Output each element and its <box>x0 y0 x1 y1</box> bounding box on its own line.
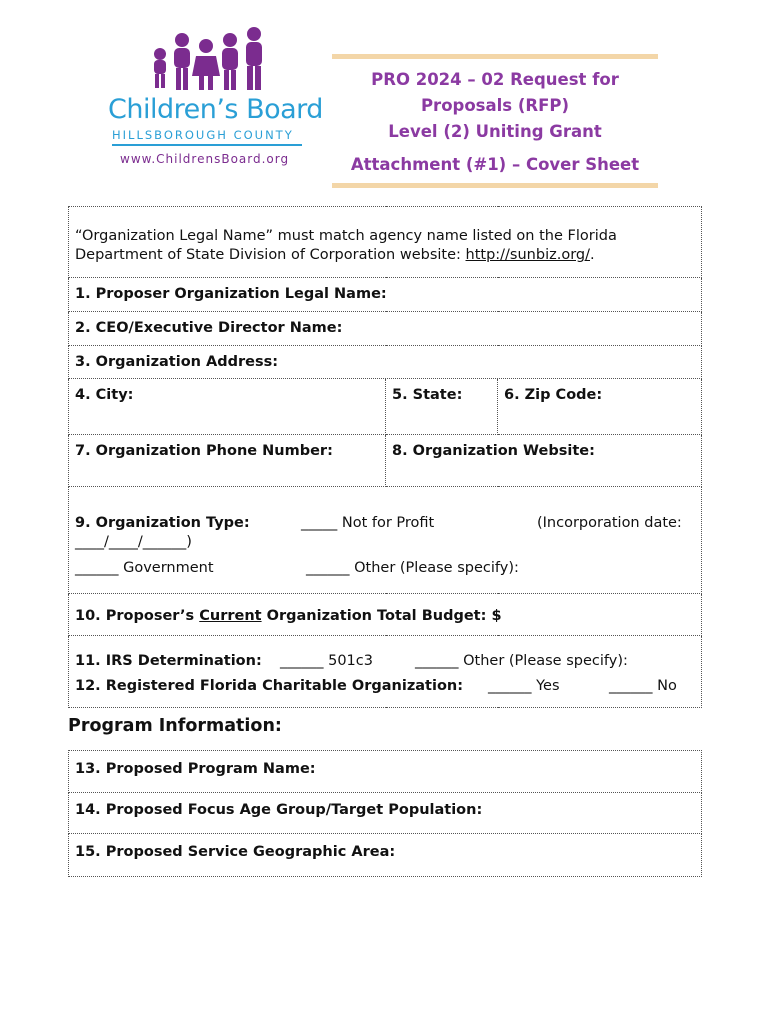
program-information-heading: Program Information: <box>68 716 282 736</box>
field-total-budget[interactable]: 10. Proposer’s Current Organization Total Budget: $ <box>69 594 702 636</box>
field-target-population[interactable]: 14. Proposed Focus Age Group/Target Population: <box>69 793 702 834</box>
charitable-yes-option[interactable]: ______ Yes <box>488 678 560 694</box>
childrens-board-logo <box>108 22 323 172</box>
incorporation-date-field[interactable]: ____/____/______) <box>75 534 192 550</box>
field-ceo-name[interactable]: 2. CEO/Executive Director Name: <box>69 312 702 346</box>
brand-name: Children’s Board <box>108 94 323 125</box>
irs-501c3-option[interactable]: ______ 501c3 <box>280 653 373 669</box>
children-figures-icon <box>146 26 276 92</box>
irs-other-option[interactable]: ______ Other (Please specify): <box>415 653 628 669</box>
title-line-1: PRO 2024 – 02 Request for <box>371 70 619 89</box>
brand-url: www.ChildrensBoard.org <box>120 152 290 166</box>
field-program-name[interactable]: 13. Proposed Program Name: <box>69 751 702 793</box>
incorporation-date-label: (Incorporation date: <box>537 515 682 531</box>
field-state[interactable]: 5. State: <box>386 379 498 435</box>
field-phone[interactable]: 7. Organization Phone Number: <box>69 435 386 487</box>
brand-divider <box>112 144 302 146</box>
field-address[interactable]: 3. Organization Address: <box>69 346 702 379</box>
title-line-3: Level (2) Uniting Grant <box>388 122 602 141</box>
sunbiz-link[interactable]: http://sunbiz.org/ <box>465 247 590 263</box>
legal-name-note: “Organization Legal Name” must match agency name listed on the Florida Department of State Division of Corporation website: http://sunbiz.org/. <box>69 207 702 278</box>
charitable-no-option[interactable]: ______ No <box>609 678 677 694</box>
org-type-label: 9. Organization Type: <box>75 515 250 531</box>
cover-sheet-form <box>68 206 702 708</box>
field-irs-charitable <box>69 636 702 708</box>
program-info-form <box>68 750 702 877</box>
irs-determination-label: 11. IRS Determination: <box>75 653 262 669</box>
charitable-org-label: 12. Registered Florida Charitable Organization: <box>75 678 464 694</box>
title-line-2: Proposals (RFP) <box>420 96 570 115</box>
org-type-nfp-option[interactable]: _____ Not for Profit <box>301 515 435 531</box>
title-block <box>332 54 658 188</box>
field-org-type <box>69 487 702 594</box>
title-line-4: Attachment (#1) – Cover Sheet <box>350 155 640 174</box>
org-type-government-option[interactable]: ______ Government <box>75 560 214 576</box>
title-bottom-rule <box>332 183 658 188</box>
field-website[interactable]: 8. Organization Website: <box>386 435 702 487</box>
field-city[interactable]: 4. City: <box>69 379 386 435</box>
field-legal-name[interactable]: 1. Proposer Organization Legal Name: <box>69 278 702 312</box>
field-zip[interactable]: 6. Zip Code: <box>498 379 702 435</box>
brand-county: HILLSBOROUGH COUNTY <box>112 128 294 142</box>
field-geographic-area[interactable]: 15. Proposed Service Geographic Area: <box>69 834 702 877</box>
org-type-other-option[interactable]: ______ Other (Please specify): <box>306 560 519 576</box>
title-top-rule <box>332 54 658 59</box>
